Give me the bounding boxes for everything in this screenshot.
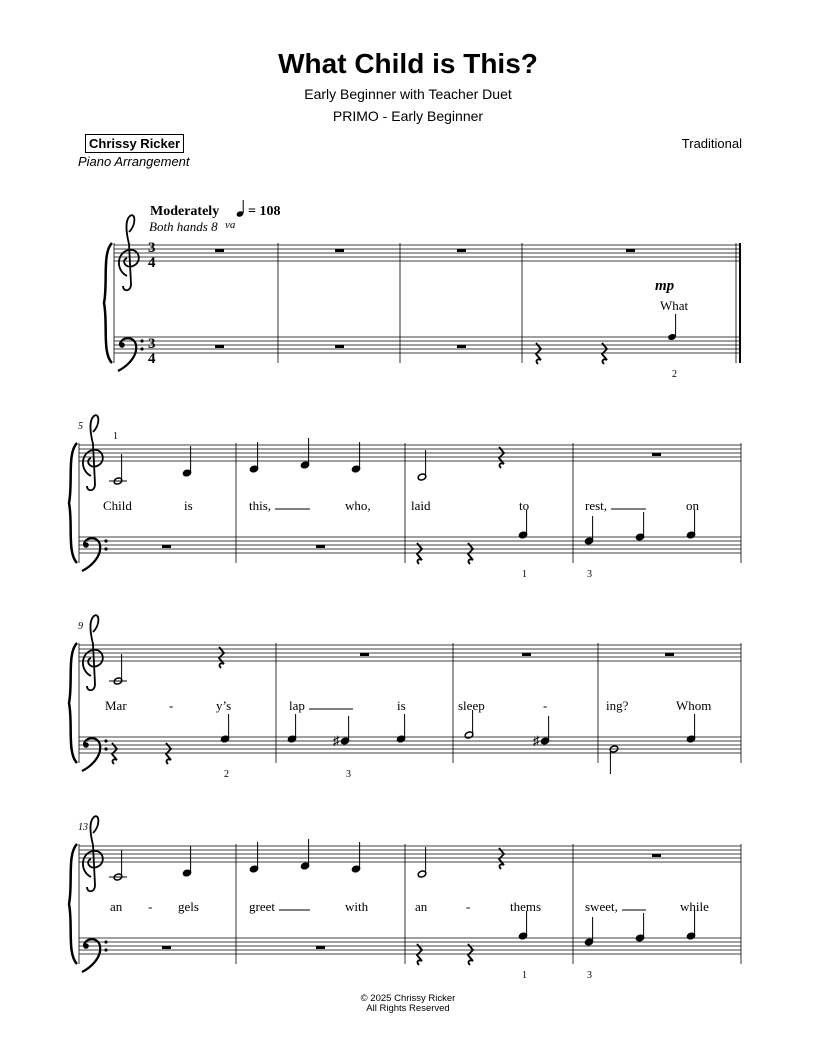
lyric: sweet, bbox=[585, 899, 618, 914]
lyric: to bbox=[519, 498, 530, 513]
lyric: is bbox=[184, 498, 193, 513]
fingering: 1 bbox=[522, 569, 527, 580]
lyric: Child bbox=[103, 498, 132, 513]
bass-clef-icon bbox=[82, 538, 108, 571]
fingering: 2 bbox=[224, 769, 229, 780]
lyric: - bbox=[543, 698, 548, 713]
composer: Traditional bbox=[681, 136, 742, 151]
system-4 bbox=[69, 816, 741, 981]
dynamic-mp: mp bbox=[655, 278, 675, 294]
footer bbox=[0, 994, 816, 1014]
measure-number: 13 bbox=[78, 822, 88, 833]
lyric: greet bbox=[249, 899, 275, 914]
tempo-instruction: Both hands 8 bbox=[149, 219, 218, 234]
lyric: Whom bbox=[676, 698, 712, 713]
lyric: while bbox=[680, 899, 709, 914]
svg-text:4: 4 bbox=[148, 255, 156, 271]
lyric: with bbox=[345, 899, 369, 914]
part-label: PRIMO - Early Beginner bbox=[332, 108, 484, 124]
system-3 bbox=[69, 615, 741, 780]
svg-text:♯: ♯ bbox=[333, 733, 340, 748]
arranger-role: Piano Arrangement bbox=[78, 154, 190, 169]
measure-number: 9 bbox=[78, 621, 83, 632]
fingering: 2 bbox=[672, 369, 677, 380]
lyric: sleep bbox=[458, 698, 485, 713]
fingering: 1 bbox=[113, 431, 118, 442]
lyric: Mar bbox=[105, 698, 127, 713]
fingering: 3 bbox=[587, 569, 592, 580]
lyric: an bbox=[110, 899, 123, 914]
lyric: who, bbox=[345, 498, 371, 513]
brace-icon bbox=[69, 443, 77, 563]
brace-icon bbox=[69, 844, 77, 964]
ottava-mark: va bbox=[225, 219, 236, 231]
bass-clef-icon bbox=[82, 939, 108, 972]
bass-clef-icon bbox=[118, 338, 144, 371]
lyric: - bbox=[169, 698, 174, 713]
lyric: thems bbox=[510, 899, 542, 914]
arranger-name: Chrissy Ricker bbox=[85, 134, 184, 153]
fingering: 1 bbox=[522, 970, 527, 981]
lyric: an bbox=[415, 899, 428, 914]
sharp-icon bbox=[333, 733, 540, 748]
lyric: gels bbox=[178, 899, 199, 914]
lyric: on bbox=[686, 498, 699, 513]
lyric: What bbox=[660, 298, 689, 313]
song-subtitle: Early Beginner with Teacher Duet bbox=[304, 86, 512, 102]
system-2 bbox=[69, 415, 741, 580]
lyric: is bbox=[397, 698, 406, 713]
brace-icon bbox=[104, 243, 112, 363]
svg-text:3: 3 bbox=[148, 240, 156, 256]
tempo-marking: Moderately bbox=[150, 204, 220, 219]
svg-text:♯: ♯ bbox=[533, 733, 540, 748]
rights: All Rights Reserved bbox=[366, 1003, 450, 1014]
tempo-bpm: = 108 bbox=[248, 204, 281, 219]
lyric: rest, bbox=[585, 498, 608, 513]
system-1 bbox=[104, 215, 741, 380]
lyric: ing? bbox=[606, 698, 629, 713]
brace-icon bbox=[69, 643, 77, 763]
fingering: 3 bbox=[587, 970, 592, 981]
fingering: 3 bbox=[346, 769, 351, 780]
svg-text:4: 4 bbox=[148, 351, 156, 367]
lyric: - bbox=[466, 899, 471, 914]
svg-text:3: 3 bbox=[148, 336, 156, 352]
lyric: - bbox=[148, 899, 153, 914]
quarter-note-icon bbox=[236, 200, 244, 218]
lyric: laid bbox=[411, 498, 431, 513]
measure-number: 5 bbox=[78, 421, 83, 432]
bass-clef-icon bbox=[82, 738, 108, 771]
copyright: © 2025 Chrissy Ricker bbox=[360, 993, 456, 1004]
lyric: lap bbox=[289, 698, 305, 713]
song-title: What Child is This? bbox=[278, 48, 538, 79]
lyric: y’s bbox=[216, 698, 232, 713]
lyric: this, bbox=[249, 498, 272, 513]
time-signature bbox=[148, 240, 156, 367]
